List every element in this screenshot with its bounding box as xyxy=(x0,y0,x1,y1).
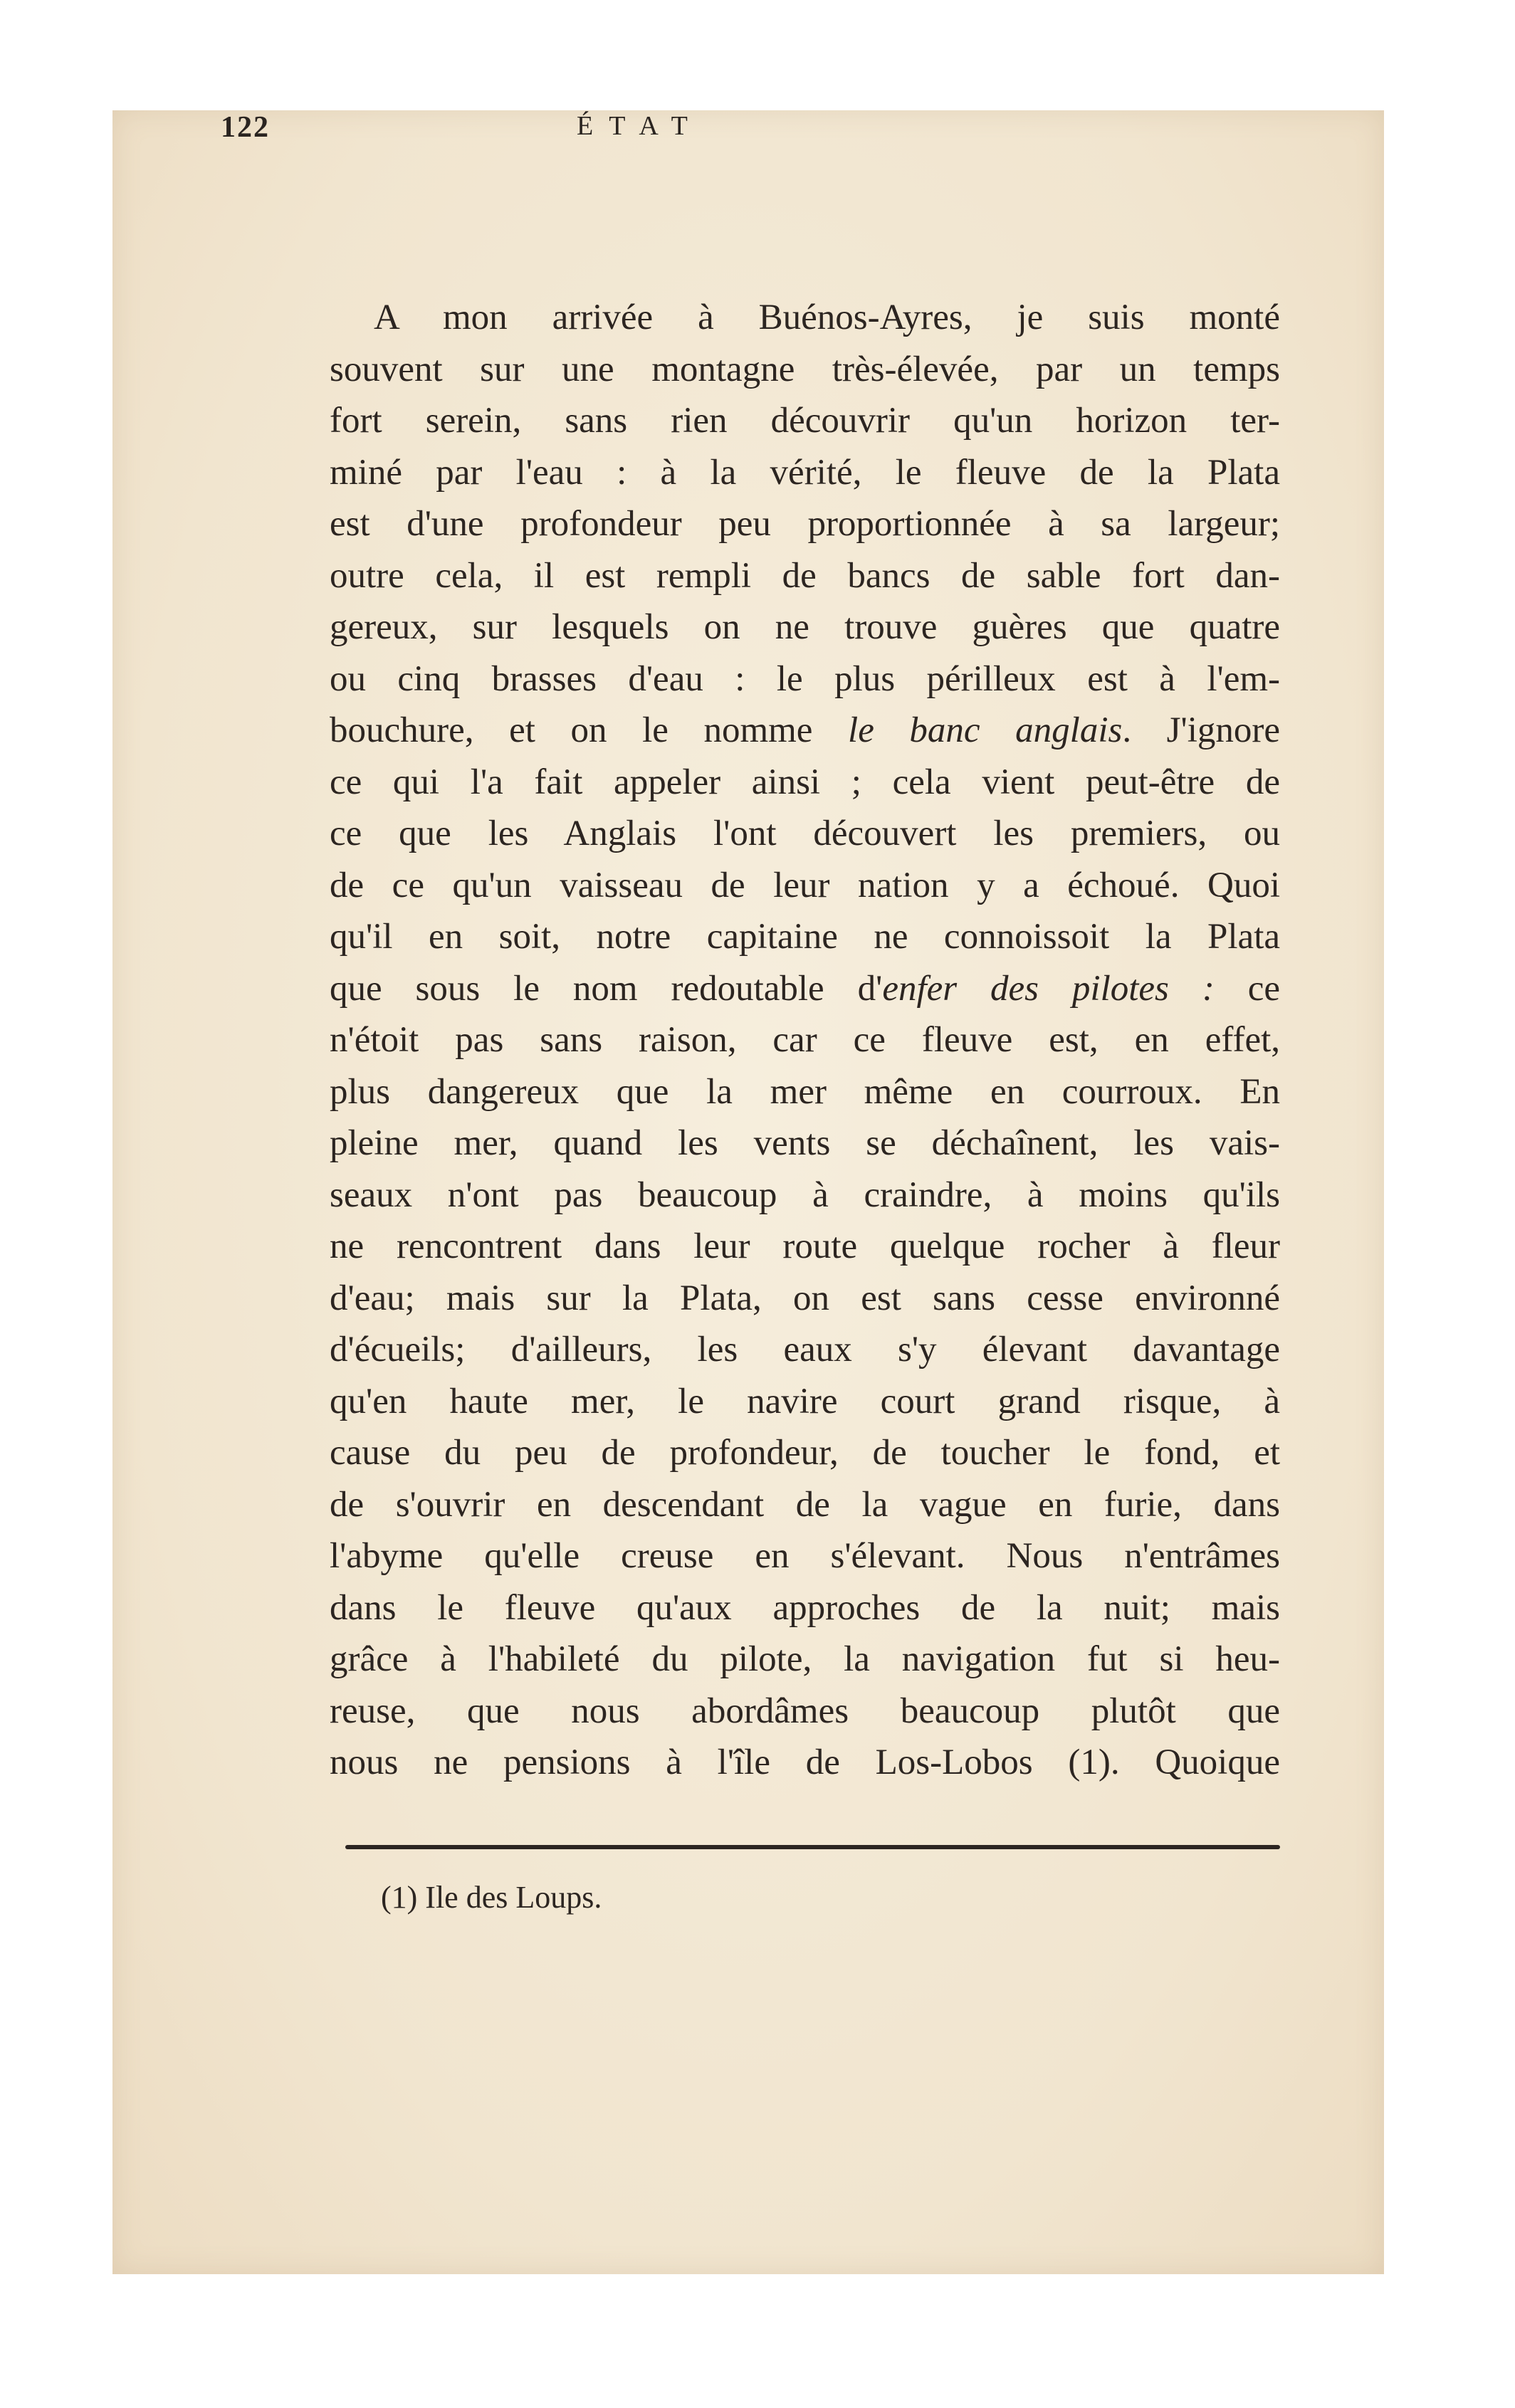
text-line: cause du peu de profondeur, de toucher le fond, et xyxy=(330,1433,1280,1473)
text-line: ce qui l'a fait appeler ainsi ; cela vient peut-être de xyxy=(330,762,1280,802)
text-line xyxy=(330,705,1280,757)
text-line: qu'il en soit, notre capitaine ne connoissoit la Plata xyxy=(330,917,1280,957)
text-line: ou cinq brasses d'eau : le plus périlleux est à l'em- xyxy=(330,658,1280,699)
footnote-rule xyxy=(345,1845,1280,1849)
text-line: d'eau; mais sur la Plata, on est sans cesse environné xyxy=(330,1278,1280,1318)
text-line-segment: bouchure, et on le nomme xyxy=(330,710,849,750)
text-line: dans le fleuve qu'aux approches de la nuit; mais xyxy=(330,1587,1280,1628)
text-line: reuse, que nous abordâmes beaucoup plutôt que xyxy=(330,1691,1280,1731)
body-text xyxy=(330,292,1280,1789)
text-line: nous ne pensions à l'île de Los-Lobos (1). Quoique xyxy=(330,1742,1280,1782)
text-line: ne rencontrent dans leur route quelque rocher à fleur xyxy=(330,1226,1280,1266)
text-line-segment: ce xyxy=(1214,968,1280,1009)
text-line: grâce à l'habileté du pilote, la navigation fut si heu- xyxy=(330,1639,1280,1679)
text-line: seaux n'ont pas beaucoup à craindre, à moins qu'ils xyxy=(330,1174,1280,1215)
page-header xyxy=(221,110,897,153)
text-line: miné par l'eau : à la vérité, le fleuve de la Plata xyxy=(330,452,1280,493)
text-line: A mon arrivée à Buénos-Ayres, je suis monté xyxy=(374,298,1280,337)
page-number: 122 xyxy=(221,111,270,144)
text-line: pleine mer, quand les vents se déchaînent, les vais- xyxy=(330,1123,1280,1163)
text-line: souvent sur une montagne très-élevée, par un temps xyxy=(330,349,1280,389)
text-line-segment: que sous le nom redoutable d' xyxy=(330,968,883,1009)
text-line: plus dangereux que la mer même en courroux. En xyxy=(330,1071,1280,1112)
footnote: (1) Ile des Loups. xyxy=(381,1880,602,1915)
text-line: de s'ouvrir en descendant de la vague en furie, dans xyxy=(330,1484,1280,1525)
text-line: ce que les Anglais l'ont découvert les premiers, ou xyxy=(330,814,1280,853)
text-line: d'écueils; d'ailleurs, les eaux s'y élevant davantage xyxy=(330,1330,1280,1369)
text-line: qu'en haute mer, le navire court grand risque, à xyxy=(330,1381,1280,1421)
text-line: est d'une profondeur peu proportionnée à sa largeur; xyxy=(330,504,1280,544)
italic-phrase: enfer des pilotes : xyxy=(882,968,1215,1009)
text-line: fort serein, sans rien découvrir qu'un horizon ter- xyxy=(330,401,1280,441)
italic-phrase: le banc anglais xyxy=(848,710,1123,750)
text-line: outre cela, il est rempli de bancs de sable fort dan- xyxy=(330,555,1280,596)
text-line-segment: . J'ignore xyxy=(1122,710,1281,750)
text-line xyxy=(330,963,1280,1015)
text-line: n'étoit pas sans raison, car ce fleuve est, en effet, xyxy=(330,1020,1280,1060)
text-line: de ce qu'un vaisseau de leur nation y a échoué. Quoi xyxy=(330,865,1280,905)
running-head: ÉTAT xyxy=(577,111,703,141)
text-line: l'abyme qu'elle creuse en s'élevant. Nous n'entrâmes xyxy=(330,1536,1280,1576)
text-line: gereux, sur lesquels on ne trouve guères que quatre xyxy=(330,607,1280,647)
